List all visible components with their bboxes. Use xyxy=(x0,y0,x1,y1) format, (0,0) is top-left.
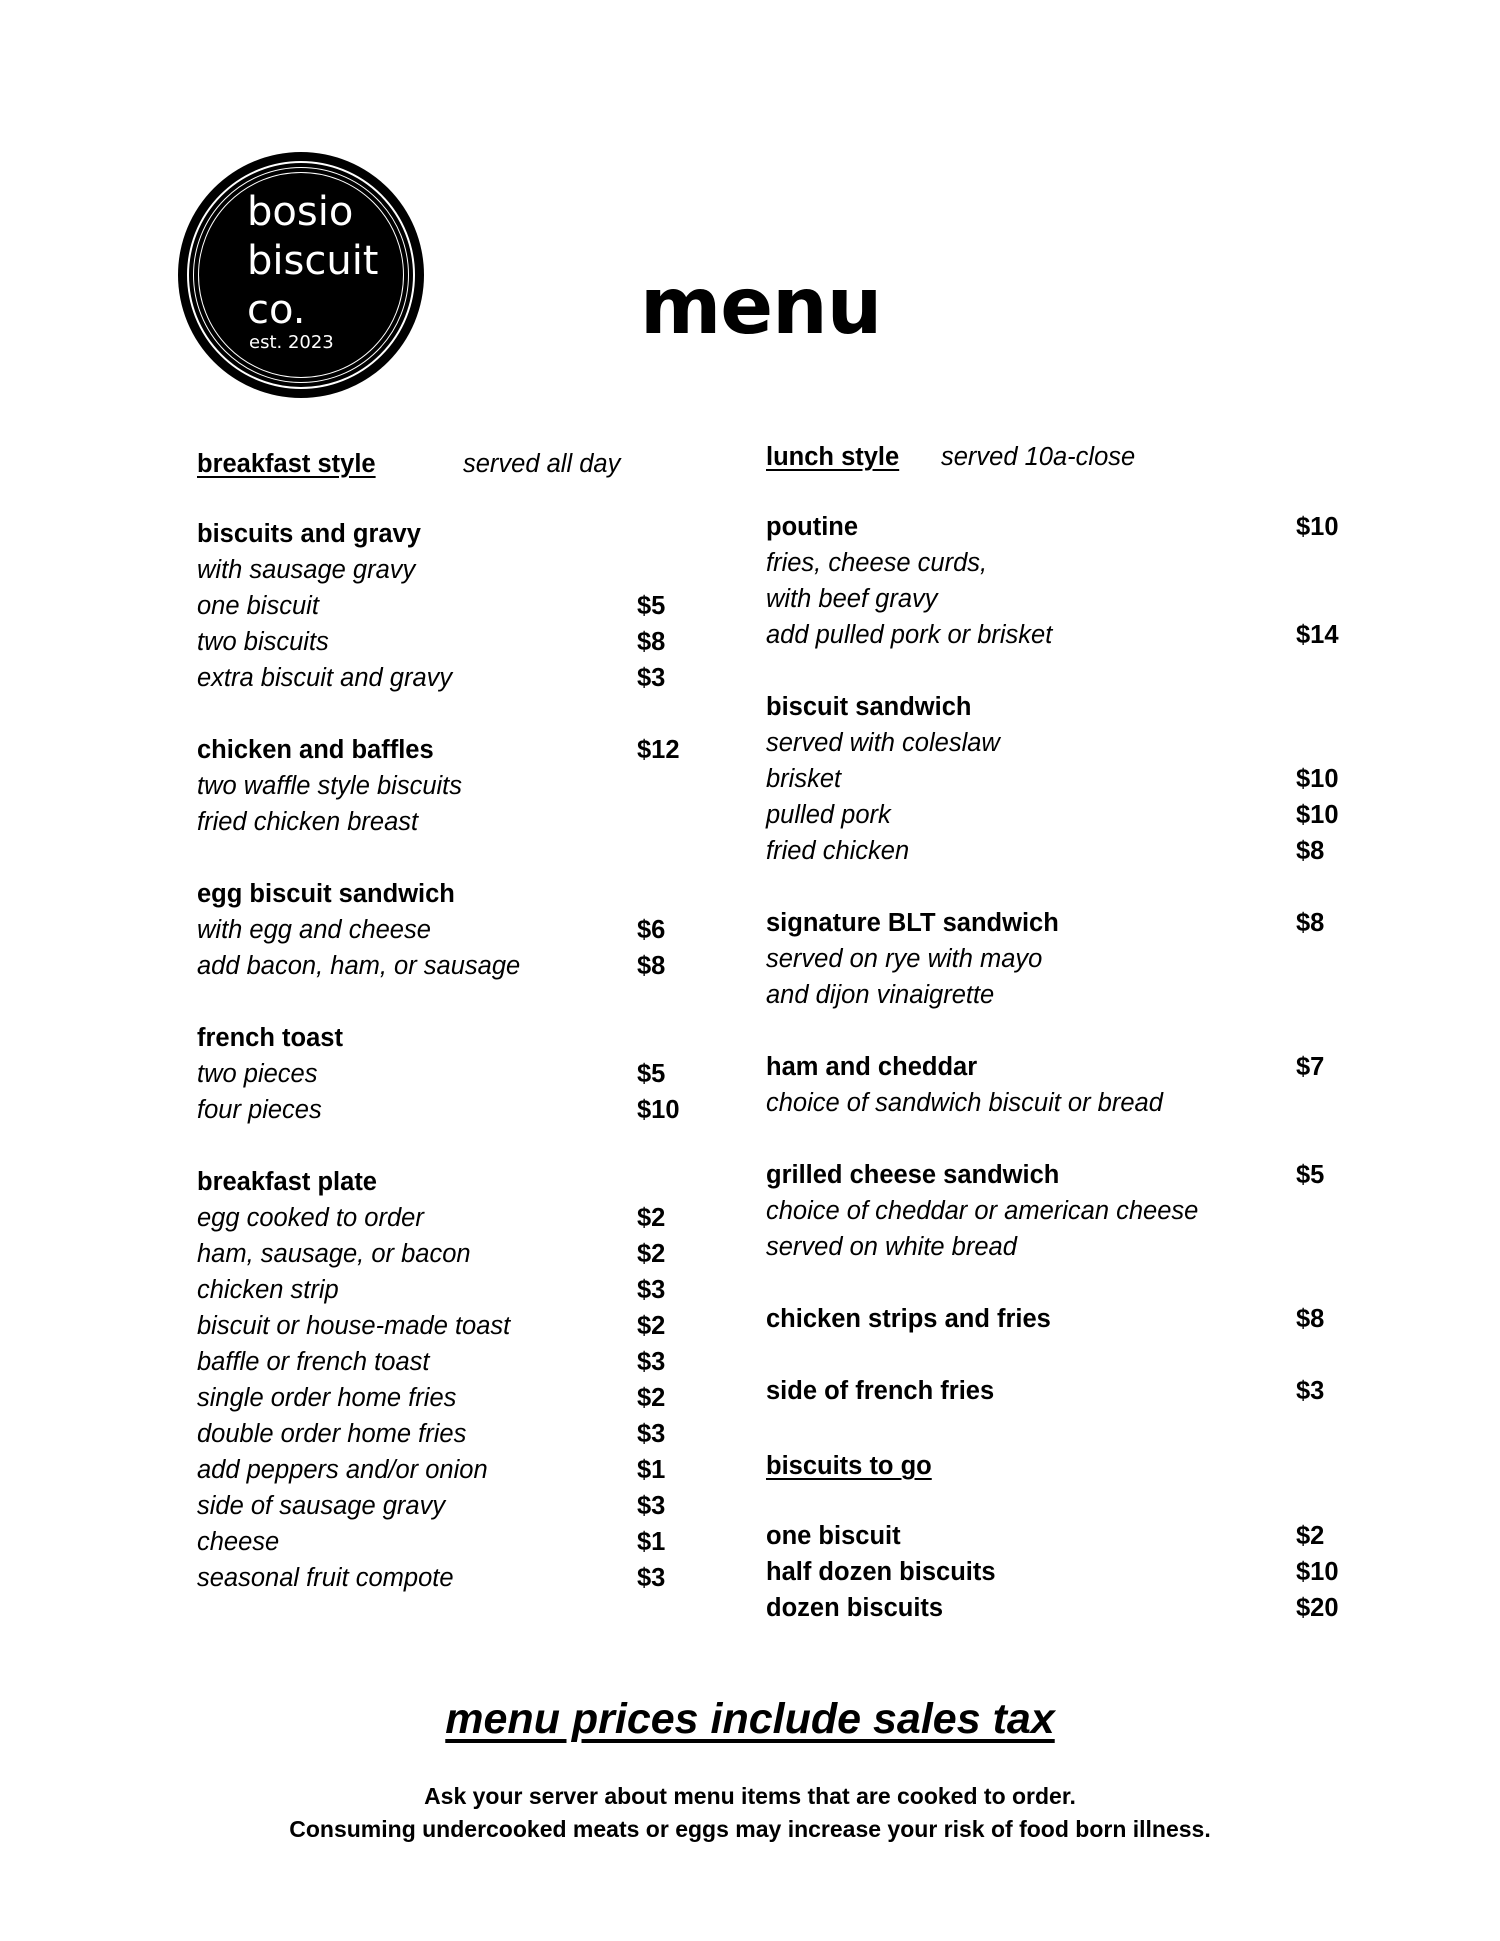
item-label: cheese xyxy=(197,1528,280,1556)
item-label: ham and cheddar xyxy=(766,1053,978,1081)
item-label: breakfast plate xyxy=(197,1168,377,1196)
item-label: side of sausage gravy xyxy=(197,1492,446,1520)
item-price: $10 xyxy=(1296,513,1339,541)
item-label: egg biscuit sandwich xyxy=(197,880,455,908)
item-label: fried chicken xyxy=(766,837,910,865)
item-label: ham, sausage, or bacon xyxy=(197,1240,471,1268)
disclaimer-line-1: Ask your server about menu items that are cooked to order. xyxy=(424,1783,1076,1809)
item-label: two waffle style biscuits xyxy=(197,772,463,800)
item-label: side of french fries xyxy=(766,1377,995,1405)
logo-line-2: biscuit xyxy=(247,238,379,284)
item-label: and dijon vinaigrette xyxy=(766,981,995,1009)
item-price: $12 xyxy=(637,736,680,764)
item-label: french toast xyxy=(197,1024,343,1052)
item-price: $8 xyxy=(637,952,666,980)
item-label: served on rye with mayo xyxy=(766,945,1043,973)
item-price: $3 xyxy=(637,1348,666,1376)
item-price: $2 xyxy=(637,1240,666,1268)
item-price: $10 xyxy=(637,1096,680,1124)
item-price: $3 xyxy=(637,664,666,692)
item-label: served on white bread xyxy=(766,1233,1017,1261)
item-label: seasonal fruit compote xyxy=(197,1564,454,1592)
logo-line-3: co. xyxy=(247,287,306,333)
item-label: choice of sandwich biscuit or bread xyxy=(766,1089,1163,1117)
item-price: $8 xyxy=(1296,837,1325,865)
item-price: $6 xyxy=(637,916,666,944)
item-label: single order home fries xyxy=(197,1384,457,1412)
item-label: egg cooked to order xyxy=(197,1204,424,1232)
section-heading: biscuits to go xyxy=(766,1452,932,1480)
logo-line-1: bosio xyxy=(247,189,354,235)
item-label: pulled pork xyxy=(766,801,891,829)
disclaimer-line-2: Consuming undercooked meats or eggs may increase your risk of food born illness. xyxy=(289,1816,1211,1842)
item-label: fried chicken breast xyxy=(197,808,419,836)
item-price: $8 xyxy=(1296,1305,1325,1333)
item-label: dozen biscuits xyxy=(766,1594,944,1622)
item-price: $2 xyxy=(637,1312,666,1340)
item-label: baffle or french toast xyxy=(197,1348,430,1376)
item-price: $2 xyxy=(1296,1522,1325,1550)
item-price: $8 xyxy=(1296,909,1325,937)
item-label: four pieces xyxy=(197,1096,322,1124)
item-price: $1 xyxy=(637,1528,666,1556)
item-label: signature BLT sandwich xyxy=(766,909,1059,937)
item-label: one biscuit xyxy=(197,592,319,620)
section-heading: lunch style xyxy=(766,443,900,471)
sales-tax-notice: menu prices include sales tax xyxy=(445,1695,1055,1743)
item-label: biscuit sandwich xyxy=(766,693,972,721)
item-price: $10 xyxy=(1296,1558,1339,1586)
item-price: $7 xyxy=(1296,1053,1325,1081)
item-label: with sausage gravy xyxy=(197,556,416,584)
item-label: biscuit or house-made toast xyxy=(197,1312,511,1340)
section-note: served 10a-close xyxy=(941,443,1136,471)
item-label: poutine xyxy=(766,513,859,541)
item-price: $10 xyxy=(1296,801,1339,829)
brand-logo xyxy=(178,152,424,398)
item-price: $5 xyxy=(1296,1161,1325,1189)
section-heading: breakfast style xyxy=(197,450,376,478)
item-price: $8 xyxy=(637,628,666,656)
item-label: two pieces xyxy=(197,1060,318,1088)
item-label: with beef gravy xyxy=(766,585,938,613)
item-label: chicken strips and fries xyxy=(766,1305,1051,1333)
item-price: $14 xyxy=(1296,621,1339,649)
item-label: add peppers and/or onion xyxy=(197,1456,488,1484)
item-label: choice of cheddar or american cheese xyxy=(766,1197,1199,1225)
item-label: with egg and cheese xyxy=(197,916,431,944)
item-label: biscuits and gravy xyxy=(197,520,421,548)
item-label: fries, cheese curds, xyxy=(766,549,988,577)
item-label: brisket xyxy=(766,765,842,793)
item-label: half dozen biscuits xyxy=(766,1558,996,1586)
section-note: served all day xyxy=(463,450,621,478)
item-label: chicken strip xyxy=(197,1276,339,1304)
item-price: $3 xyxy=(637,1564,666,1592)
logo-established: est. 2023 xyxy=(249,332,334,353)
item-price: $3 xyxy=(637,1492,666,1520)
item-label: served with coleslaw xyxy=(766,729,1000,757)
item-price: $5 xyxy=(637,592,666,620)
item-label: two biscuits xyxy=(197,628,329,656)
item-price: $20 xyxy=(1296,1594,1339,1622)
item-price: $5 xyxy=(637,1060,666,1088)
item-label: grilled cheese sandwich xyxy=(766,1161,1060,1189)
item-price: $2 xyxy=(637,1204,666,1232)
item-label: add bacon, ham, or sausage xyxy=(197,952,521,980)
item-price: $3 xyxy=(1296,1377,1325,1405)
item-price: $2 xyxy=(637,1384,666,1412)
page-title: menu xyxy=(640,262,882,352)
item-label: chicken and baffles xyxy=(197,736,434,764)
item-label: add pulled pork or brisket xyxy=(766,621,1053,649)
item-label: double order home fries xyxy=(197,1420,467,1448)
item-label: one biscuit xyxy=(766,1522,901,1550)
item-price: $10 xyxy=(1296,765,1339,793)
item-price: $3 xyxy=(637,1276,666,1304)
item-price: $3 xyxy=(637,1420,666,1448)
item-price: $1 xyxy=(637,1456,666,1484)
item-label: extra biscuit and gravy xyxy=(197,664,453,692)
